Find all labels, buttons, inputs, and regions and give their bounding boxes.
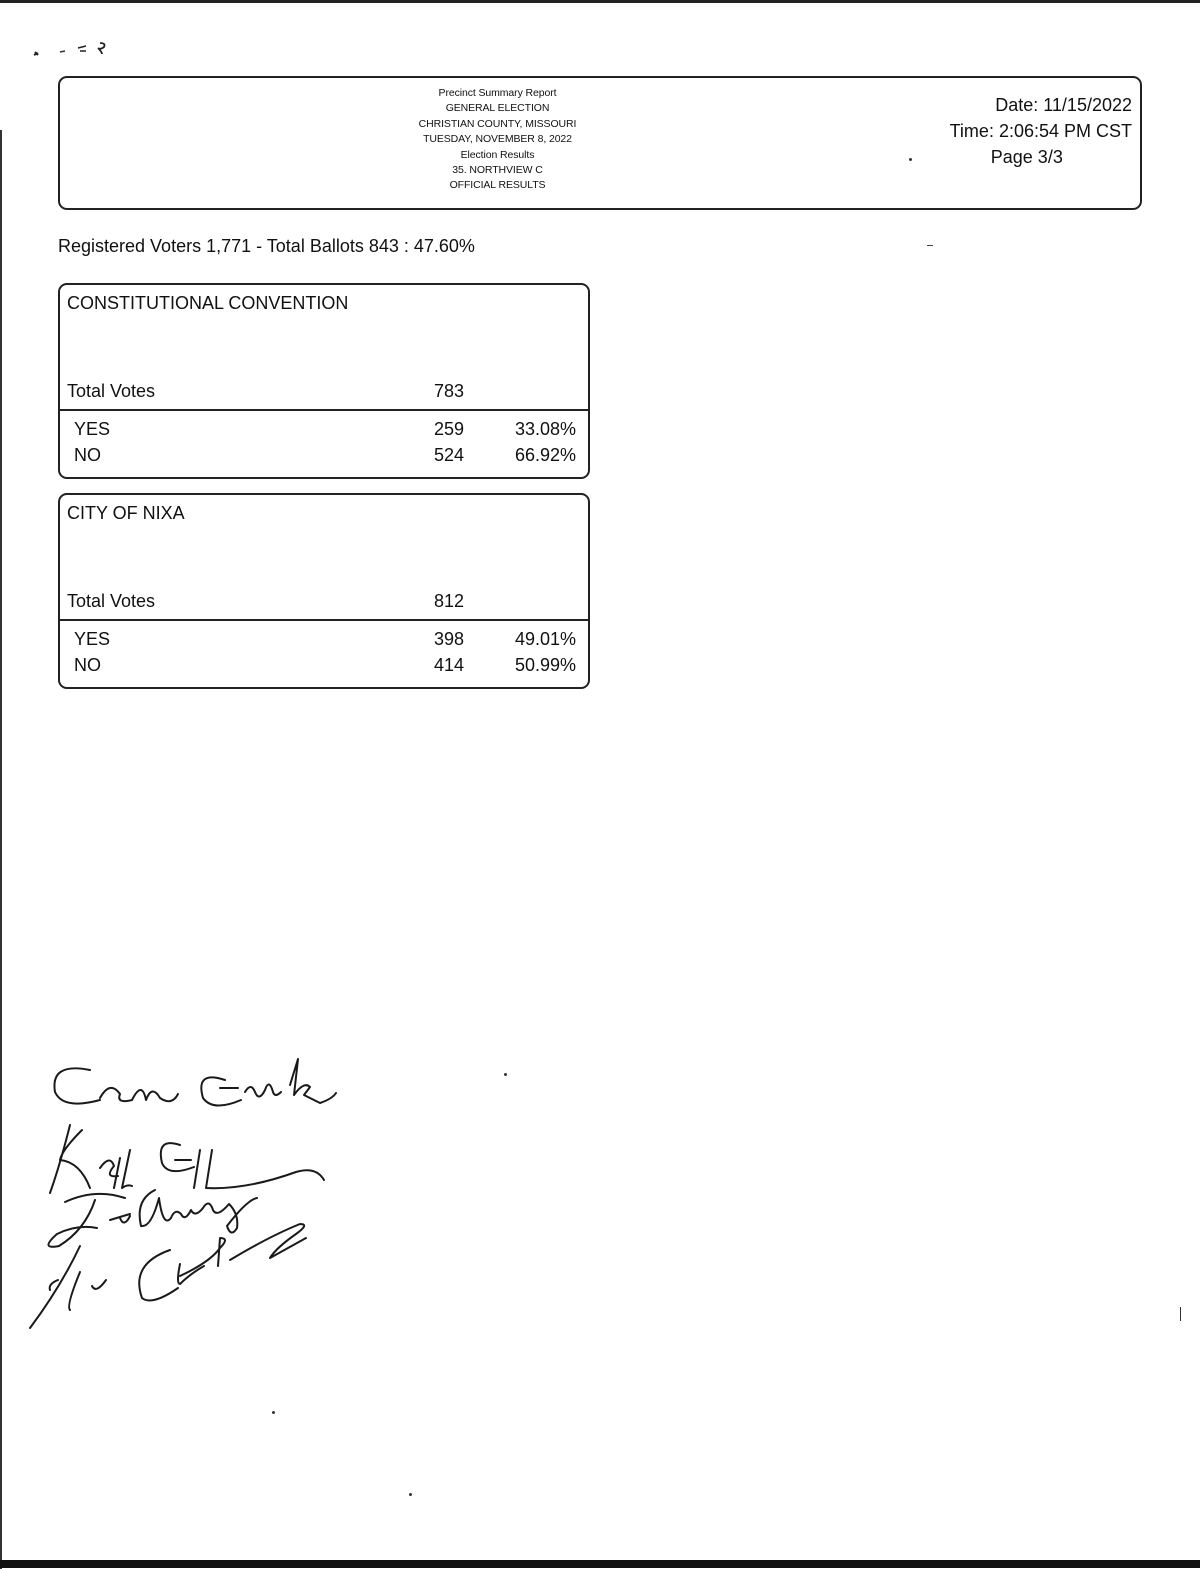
choice-votes: 414: [433, 655, 464, 675]
scan-speck: [409, 1493, 412, 1496]
report-title-block: [405, 86, 590, 194]
choice-percent: 50.99%: [514, 655, 576, 675]
report-name: Precinct Summary Report: [438, 87, 557, 99]
report-date: Date: 11/15/2022: [995, 95, 1132, 115]
contest-constitutional-convention: [58, 283, 590, 479]
choice-row: [60, 419, 588, 445]
total-votes-row: [60, 381, 588, 409]
county-name: CHRISTIAN COUNTY, MISSOURI: [418, 117, 577, 130]
contest-city-of-nixa: [58, 493, 590, 689]
signature-block: [20, 1050, 380, 1340]
scan-speck: [1180, 1307, 1181, 1321]
scan-bottom-edge: [0, 1560, 1200, 1568]
choice-percent: 66.92%: [514, 445, 576, 465]
choice-votes: 398: [433, 629, 464, 649]
report-time: Time: 2:06:54 PM CST: [949, 121, 1132, 141]
scan-specks: [30, 38, 120, 62]
signature-2: [50, 1125, 324, 1193]
election-name: GENERAL ELECTION: [445, 102, 550, 115]
section-name: Election Results: [460, 148, 535, 161]
precinct-name: 35. NORTHVIEW C: [452, 164, 543, 177]
signature-3: [48, 1190, 257, 1247]
choice-row: [60, 629, 588, 655]
choice-label: YES: [74, 419, 111, 439]
election-date: TUESDAY, NOVEMBER 8, 2022: [423, 133, 572, 146]
total-votes-value: 783: [433, 381, 464, 401]
report-meta: [950, 92, 1132, 170]
total-votes-label: Total Votes: [67, 381, 156, 401]
choice-row: [60, 445, 588, 471]
signature-4: [30, 1224, 306, 1328]
choice-percent: 33.08%: [514, 419, 576, 439]
choice-label: YES: [74, 629, 111, 649]
divider: [60, 619, 588, 621]
scan-speck: [272, 1411, 275, 1414]
scan-left-edge: [0, 130, 2, 1569]
total-votes-value: 812: [433, 591, 464, 611]
turnout-summary: Registered Voters 1,771 - Total Ballots 843 : 47.60%: [58, 236, 475, 256]
scan-top-edge: [0, 0, 1200, 3]
choice-percent: 49.01%: [514, 629, 576, 649]
choice-label: NO: [74, 655, 101, 675]
choice-votes: 524: [433, 445, 464, 465]
scan-speck: [927, 245, 933, 246]
contest-title: CITY OF NIXA: [67, 503, 185, 523]
total-votes-label: Total Votes: [67, 591, 156, 611]
choice-label: NO: [74, 445, 101, 465]
signature-1: [54, 1059, 336, 1106]
scan-speck: [909, 158, 912, 161]
total-votes-row: [60, 591, 588, 619]
choice-votes: 259: [433, 419, 464, 439]
divider: [60, 409, 588, 411]
result-status: OFFICIAL RESULTS: [449, 179, 546, 192]
report-header: [58, 76, 1142, 210]
contest-title: CONSTITUTIONAL CONVENTION: [67, 293, 349, 313]
scan-speck: [504, 1073, 507, 1076]
page-number: Page 3/3: [990, 147, 1063, 167]
choice-row: [60, 655, 588, 681]
